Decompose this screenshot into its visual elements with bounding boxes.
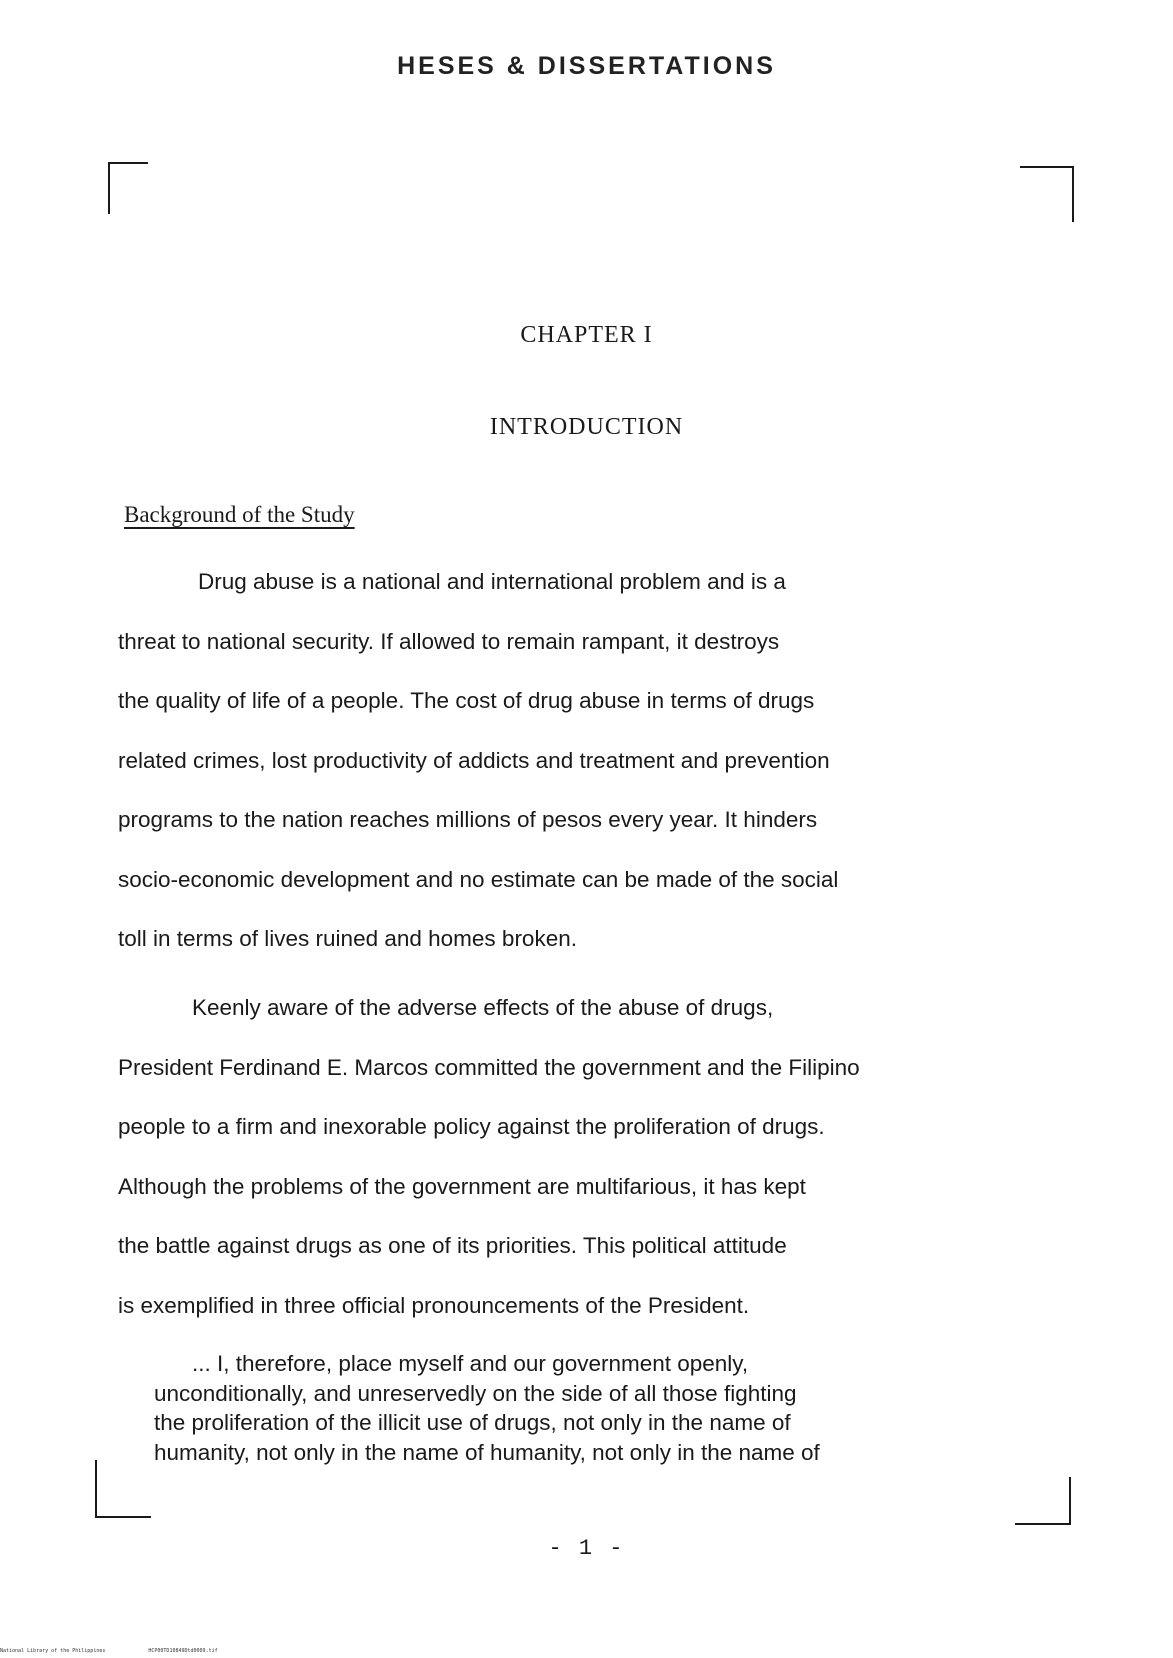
- paragraph-line: is exemplified in three official pronouncements of the President.: [118, 1292, 750, 1318]
- quote-line: humanity, not only in the name of humanity, not only in the name of: [154, 1439, 820, 1465]
- section-heading: Background of the Study: [124, 502, 355, 527]
- paragraph-line: Drug abuse is a national and international problem and is a: [198, 569, 786, 594]
- paragraph-line: the quality of life of a people. The cost of drug abuse in terms of drugs: [118, 688, 815, 713]
- quote-line: ... I, therefore, place myself and our government openly,: [192, 1351, 749, 1376]
- paragraph-1: [118, 552, 1093, 969]
- block-quote: [154, 1349, 1074, 1467]
- paragraph-line: programs to the nation reaches millions of pesos every year. It hinders: [118, 807, 818, 832]
- paragraph-line: related crimes, lost productivity of addicts and treatment and prevention: [118, 747, 830, 773]
- chapter-title: INTRODUCTION: [489, 414, 684, 440]
- crop-mark-top-right: [1020, 166, 1074, 222]
- paragraph-line: the battle against drugs as one of its priorities. This political attitude: [118, 1233, 787, 1258]
- page-number: - 1 -: [548, 1536, 625, 1561]
- crop-mark-bottom-left: [95, 1460, 151, 1518]
- crop-mark-bottom-right: [1015, 1477, 1071, 1525]
- paragraph-line: threat to national security. If allowed to remain rampant, it destroys: [118, 628, 780, 654]
- footer-file-code: HCP00TD10849Dtd0009.tif: [148, 1648, 218, 1654]
- paragraph-line: President Ferdinand E. Marcos committed the government and the Filipino: [118, 1054, 860, 1080]
- paragraph-line: toll in terms of lives ruined and homes broken.: [118, 926, 577, 951]
- scan-footer: [0, 1648, 218, 1654]
- paragraph-line: Keenly aware of the adverse effects of the abuse of drugs,: [192, 995, 774, 1020]
- paragraph-line: socio-economic development and no estimate can be made of the social: [118, 866, 839, 892]
- footer-library: National Library of the Philippines: [0, 1648, 106, 1654]
- crop-mark-top-left: [108, 162, 148, 214]
- paragraph-2: [118, 978, 1093, 1335]
- paragraph-line: Although the problems of the government are multifarious, it has kept: [118, 1173, 806, 1199]
- quote-line: the proliferation of the illicit use of drugs, not only in the name of: [154, 1410, 791, 1435]
- paragraph-line: people to a firm and inexorable policy against the proliferation of drugs.: [118, 1114, 825, 1139]
- quote-line: unconditionally, and unreservedly on the side of all those fighting: [154, 1380, 797, 1406]
- chapter-heading: CHAPTER I: [520, 322, 653, 348]
- theses-dissertations-stamp: HESES & DISSERTATIONS: [397, 52, 776, 80]
